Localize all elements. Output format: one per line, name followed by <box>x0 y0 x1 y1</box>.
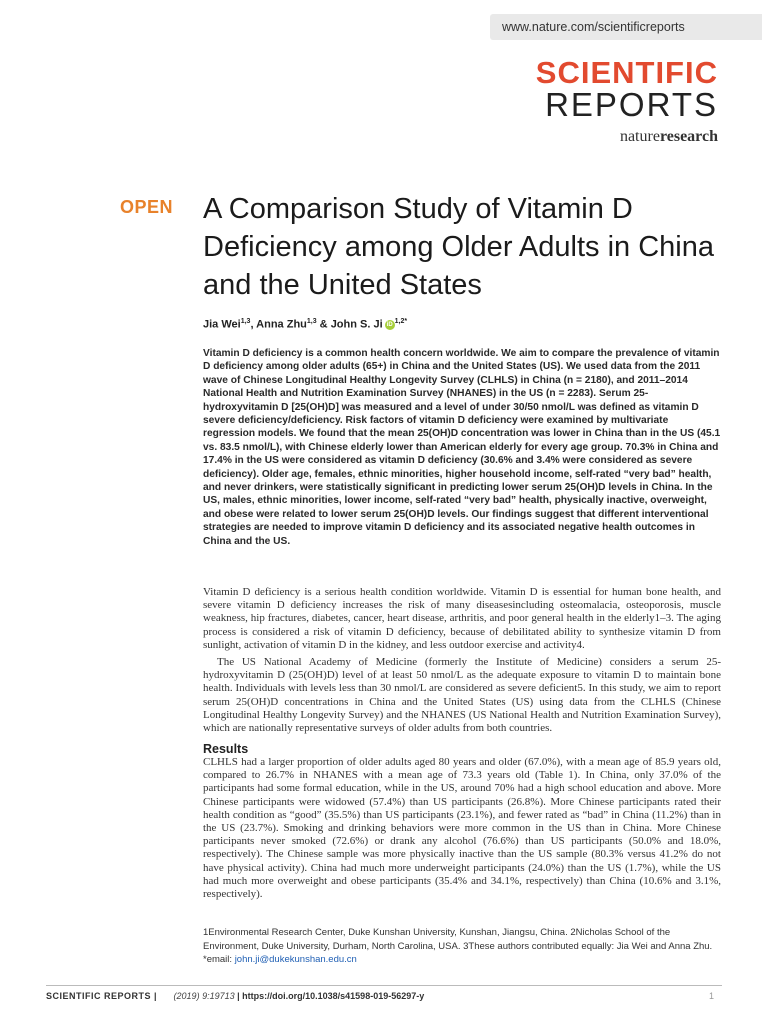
logo-scientific-text: SCIENTIFIC <box>535 55 718 90</box>
footer-divider <box>46 985 722 986</box>
journal-logo[interactable] <box>535 55 718 146</box>
logo-reports-text: REPORTS <box>545 86 718 123</box>
results-paragraph: CLHLS had a larger proportion of older adults aged 80 years and older (67.0%), with a mean age of 85.9 years old, compared to 26.7% in NHANES with a mean age of 73.3 years old (Table 1). In China, only 37.0% of the participants had some formal education, while in the US, around 70% had a high school education and above. More Chinese participants were widowed (57.4%) than US participants (26.8%). More Chinese participants rated their health condition as “good” (35.5%) than US participants (23.1%), and fewer rated as “bad” in China (11.2%) than in the US (23.7%). Smoking and drinking behaviors were more common in the US than in China. More Chinese participants never smoked (72.6%) or drank any alcohol (76.6%) than US participants (50.0% and 18.0%, respectively). The Chinese sample was more physically inactive than the US sample (80.3% versus 41.2% do not have physical activity). China had much more underweight participants (24.0%) than the US (1.7%), while the US had much more overweight and obese participants (35.4% and 34.1%, respectively) than China (10.6% and 3.1%, respectively). <box>203 756 721 901</box>
author-list <box>203 318 407 331</box>
author-affiliation: 1,3 <box>240 318 251 325</box>
affiliations <box>203 926 721 967</box>
intro-paragraph-2: The US National Academy of Medicine (formerly the Institute of Medicine) considers a serum 25-hydroxyvitamin D (25(OH)D) level of at least 50 nmol/L as the adequate exposure to vitamin D to maintain bone health. Individuals with levels less than 30 nmol/L are considered as severe deficient5. In this study, we aim to report serum 25(OH)D concentrations in China and the United States (US) using data from the CLHLS (Chinese Longitudinal Healthy Longevity Survey) and the NHANES (US National Health and Nutrition Examination Survey), which are nationally representative surveys of older adults from both countries. <box>203 656 721 735</box>
author-name[interactable]: Jia Wei <box>203 318 241 331</box>
abstract: Vitamin D deficiency is a common health concern worldwide. We aim to compare the prevalence of vitamin D deficiency among older adults (65+) in China and the United States (US). We used data from the 2011 wave of Chinese Longitudinal Healthy Longevity Survey (CLHLS) in China (n = 2180), and 2011–2014 National Health and Nutrition Examination Survey (NHANES) in the US (n = 2283). Serum 25-hydroxyvitamin D [25(OH)D] was measured and a level of under 30/50 nmol/L was defined as vitamin D severe deficiency/deficiency. Risk factors of vitamin D deficiency were examined by multivariate regression models. We found that the mean 25(OH)D concentration was lower in China than in the US (45.1 vs. 83.5 nmol/L), with Chinese elderly lower than American elderly for every age group. 70.3% in China and 17.4% in the US were considered as vitamin D deficiency (30.6% and 3.4% were considered as severe deficiency). Older age, females, ethnic minorities, higher household income, self-rated “very bad” health, and never drinkers, were statistically significant in predicting lower serum 25(OH)D levels in China. In the US, males, ethnic minorities, lower income, self-rated “very bad” health, physically inactive, overweight, and obese were related to lower serum 25(OH)D levels. Our findings suggest that different interventional strategies are needed to improve vitamin D deficiency and its associated negative health outcomes in China and the US. <box>203 348 721 547</box>
corresponding-email-link[interactable]: john.ji@dukekunshan.edu.cn <box>234 954 357 965</box>
orcid-icon[interactable]: iD <box>386 321 393 328</box>
results-heading: Results <box>203 742 249 756</box>
author-name[interactable]: Anna Zhu <box>256 318 307 331</box>
publisher-prefix: nature <box>619 128 660 145</box>
author-affiliation: 1,2* <box>394 318 408 325</box>
open-access-badge: OPEN <box>120 197 174 217</box>
journal-url[interactable]: www.nature.com/scientificreports <box>490 14 762 40</box>
doi-link[interactable]: | https://doi.org/10.1038/s41598-019-56297-y <box>237 991 425 1001</box>
footer-journal: SCIENTIFIC REPORTS | <box>46 991 158 1001</box>
page-footer <box>46 991 722 1001</box>
author-separator: , <box>250 318 257 331</box>
page-number: 1 <box>708 991 714 1001</box>
intro-paragraph-1: Vitamin D deficiency is a serious health condition worldwide. Vitamin D is essential for human bone health, and severe vitamin D deficiency increases the risk of many diseasesincluding osteomalacia, osteoporosis, muscle weakness, hip fractures, diabetes, cancer, heart disease, arthritis, and poor general health in the elderly1–3. The aging process is considered a risk of vitamin D deficiency, because of debilitated ability to synthesize vitamin D from sunlight, activation of vitamin D in the kidney, and less outdoor exercise and activity4. <box>203 586 721 651</box>
affiliations-text: 1Environmental Research Center, Duke Kunshan University, Kunshan, Jiangsu, China. 2Nicholas School of the Environment, Duke University, Durham, North Carolina, USA. 3These authors contributed equally: Jia Wei and Anna Zhu. *email: <box>203 927 713 965</box>
author-affiliation: 1,3 <box>306 318 317 325</box>
footer-citation: (2019) 9:19713 <box>173 991 235 1001</box>
publisher-logo <box>536 128 718 146</box>
author-name[interactable]: John S. Ji <box>330 318 383 331</box>
author-separator: & <box>316 318 331 331</box>
publisher-suffix: research <box>659 128 718 145</box>
article-title: A Comparison Study of Vitamin D Deficiency among Older Adults in China and the United States <box>203 193 714 301</box>
